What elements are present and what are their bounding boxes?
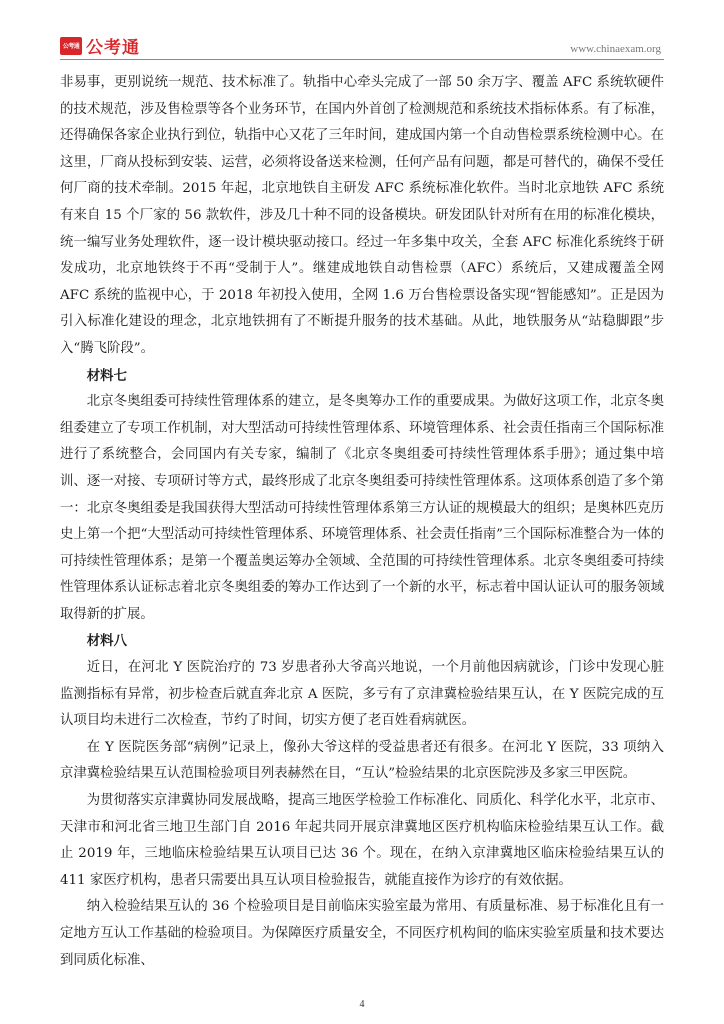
- logo-badge-icon: 公考通: [60, 37, 82, 55]
- logo-text: 公考通: [86, 38, 140, 58]
- page-number: 4: [359, 999, 365, 1010]
- paragraph-material-7: 北京冬奥组委可持续性管理体系的建立，是冬奥筹办工作的重要成果。为做好这项工作，北京冬奥组委建立了专项工作机制，对大型活动可持续性管理体系、环境管理体系、社会责任指南三个国际标准进行了系统整合，会同国内有关专家，编制了《北京冬奥组委可持续性管理体系手册》；通过集中培训、逐一对接、专项研讨等方式，最终形成了北京冬奥组委可持续性管理体系。这项体系创造了多个第一：北京冬奥组委是我国获得大型活动可持续性管理体系第三方认证的规模最大的组织；是奥林匹克历史上第一个把“大型活动可持续性管理体系、环境管理体系、社会责任指南”三个国际标准整合为一体的可持续性管理体系；是第一个覆盖奥运筹办全领域、全范围的可持续性管理体系。北京冬奥组委可持续性管理体系认证标志着北京冬奥组委的筹办工作达到了一个新的水平，标志着中国认证认可的服务领域取得新的扩展。: [60, 394, 664, 622]
- section-heading-material-8: 材料八: [86, 633, 127, 650]
- logo[interactable]: [60, 33, 140, 58]
- section-heading-material-7: 材料七: [86, 367, 127, 384]
- document-body: [60, 70, 664, 974]
- site-url[interactable]: www.chinaexam.org: [570, 43, 661, 55]
- paragraph-material-8-1: 近日，在河北 Y 医院治疗的 73 岁患者孙大爷高兴地说，一个月前他因病就诊，门诊中发现心脏监测指标有异常，初步检查后就直奔北京 A 医院，多亏有了京津冀检验结果互认，在 Y 医院完成的互认项目均未进行二次检查，节约了时间，切实方便了老百姓看病就医。: [60, 660, 664, 729]
- paragraph-material-8-3: 为贯彻落实京津冀协同发展战略，提高三地医学检验工作标准化、同质化、科学化水平，北京市、天津市和河北省三地卫生部门自 2016 年起共同开展京津冀地区医疗机构临床检验结果互认工作。截止 2019 年，三地临床检验结果互认项目已达 36 个。现在，在纳入京津冀地区临床检验结果互认的 411 家医疗机构，患者只需要出具互认项目检验报告，就能直接作为诊疗的有效依据。: [60, 793, 664, 888]
- header-divider: [60, 59, 664, 60]
- paragraph-continued: 非易事，更别说统一规范、技术标准了。轨指中心牵头完成了一部 50 余万字、覆盖 AFC 系统软硬件的技术规范，涉及售检票等各个业务环节，在国内外首创了检测规范和系统技术指标体系。有了标准，还得确保各家企业执行到位，轨指中心又花了三年时间，建成国内第一个自动售检票系统检测中心。在这里，厂商从投标到安装、运营，必须将设备送来检测，任何产品有问题，都是可替代的，确保不受任何厂商的技术牵制。2015 年起，北京地铁自主研发 AFC 系统标准化软件。当时北京地铁 AFC 系统有来自 15 个厂家的 56 款软件，涉及几十种不同的设备模块。研发团队针对所有在用的标准化模块，统一编写业务处理软件，逐一设计模块驱动接口。经过一年多集中攻关，全套 AFC 标准化系统终于研发成功，北京地铁终于不再“受制于人”。继建成地铁自动售检票（AFC）系统后，又建成覆盖全网 AFC 系统的监视中心，于 2018 年初投入使用，全网 1.6 万台售检票设备实现“智能感知”。正是因为引入标准化建设的理念，北京地铁拥有了不断提升服务的技术基础。从此，地铁服务从“站稳脚跟”步入“腾飞阶段”。: [60, 75, 664, 356]
- page-header: [0, 0, 724, 62]
- paragraph-material-8-4: 纳入检验结果互认的 36 个检验项目是目前临床实验室最为常用、有质量标准、易于标准化且有一定地方互认工作基础的检验项目。为保障医疗质量安全，不同医疗机构间的临床实验室质量和技术要达到同质化标准、: [60, 899, 664, 968]
- paragraph-material-8-2: 在 Y 医院医务部“病例”记录上，像孙大爷这样的受益患者还有很多。在河北 Y 医院，33 项纳入京津冀检验结果互认范围检验项目列表赫然在目，“互认”检验结果的北京医院涉及多家三甲医院。: [60, 739, 664, 782]
